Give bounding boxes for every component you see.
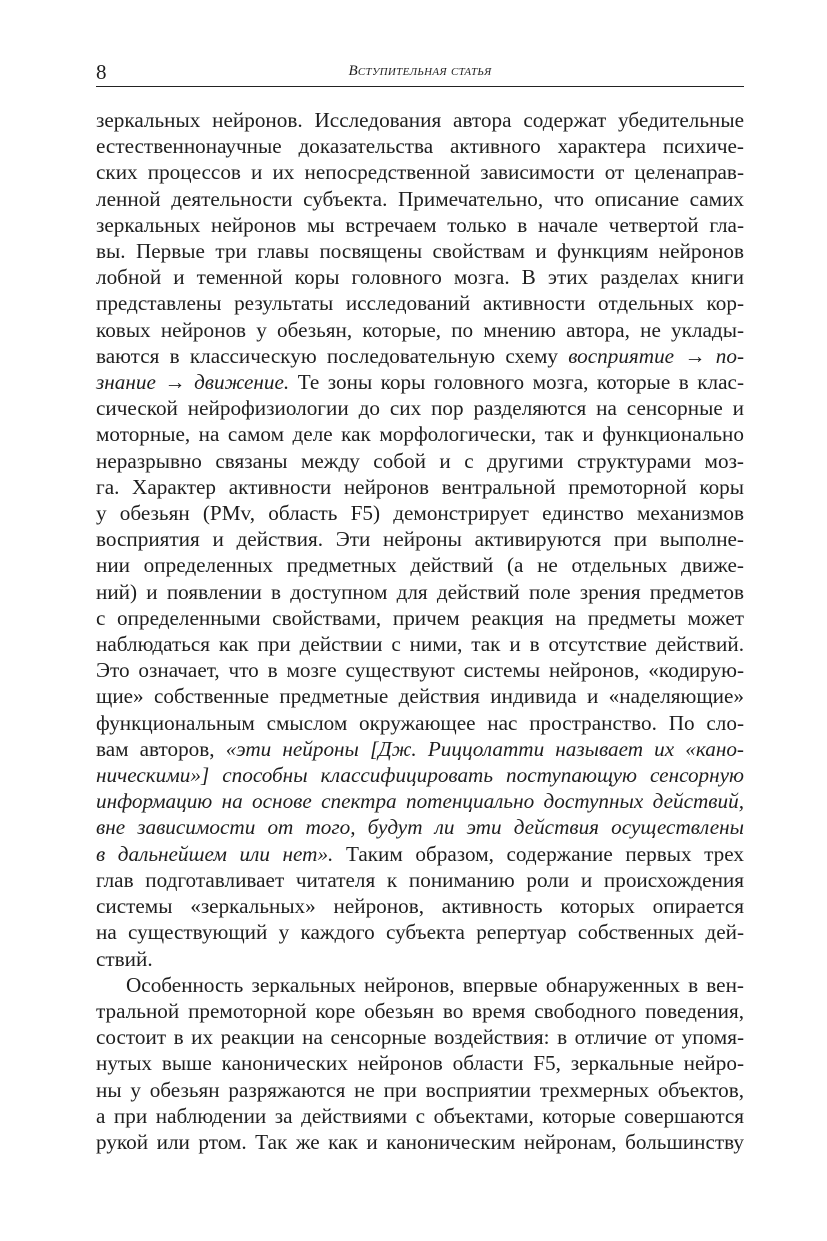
- text-line: щие» собственные предметные действия индивида и «наделяющие»: [96, 684, 744, 709]
- text-line: [96, 762, 744, 788]
- text-run: ваются в классическую последовательную схему: [96, 343, 569, 368]
- italic-run: знание → движение.: [96, 370, 290, 395]
- text-line: с определенными свойствами, причем реакция на предметы может: [96, 605, 744, 630]
- text-line: системы «зеркальных» нейронов, активность которых опирается: [96, 894, 744, 919]
- text-run: вам авторов,: [96, 736, 226, 761]
- text-line: восприятия и действия. Эти нейроны активируются при выполне-: [96, 527, 744, 552]
- text-line: а при наблюдении за действиями с объектами, которые совершаются: [96, 1103, 744, 1128]
- text-line: ний) и появлении в доступном для действий поле зрения предметов: [96, 579, 744, 604]
- italic-run: «эти нейроны [Дж. Риццолатти называет их «кано-: [225, 736, 744, 761]
- text-line: зеркальных нейронов мы встречаем только в начале четвертой гла-: [96, 212, 744, 237]
- text-line: зеркальных нейронов. Исследования автора содержат убедительные: [96, 108, 744, 132]
- running-title: Вступительная статья: [348, 63, 492, 79]
- text-line: вы. Первые три главы посвящены свойствам и функциям нейронов: [96, 239, 744, 264]
- text-run: Таким образом, содержание первых трех: [333, 841, 744, 866]
- italic-run: в дальнейшем или нет».: [96, 841, 334, 866]
- body-text: [96, 107, 744, 1155]
- text-line: представлены результаты исследований активности отдельных кор-: [96, 291, 744, 316]
- text-line: моторные, на самом деле как морфологически, так и функционально: [96, 422, 744, 447]
- text-line: [96, 369, 744, 395]
- italic-run: вне зависимости от того, будут ли эти действия осуществлены: [96, 815, 744, 840]
- page-header: [96, 58, 744, 87]
- text-line: функциональным смыслом окружающее нас пространство. По сло-: [96, 710, 744, 735]
- paragraph: [96, 107, 744, 972]
- text-line: [96, 814, 744, 840]
- text-line: га. Характер активности нейронов вентральной премоторной коры: [96, 474, 744, 499]
- text-line: [96, 736, 744, 762]
- text-line: ковых нейронов у обезьян, которые, по мнению автора, не уклады-: [96, 317, 744, 342]
- paragraph: [96, 972, 744, 1155]
- text-line: лобной и теменной коры головного мозга. В этих разделах книги: [96, 265, 744, 290]
- text-line: ны у обезьян разряжаются не при восприятии трехмерных объектов,: [96, 1077, 744, 1102]
- text-line: естественнонаучные доказательства активного характера психиче-: [96, 134, 744, 159]
- page-number: 8: [96, 60, 107, 84]
- text-line: нутых выше канонических нейронов области F5, зеркальные нейро-: [96, 1051, 744, 1076]
- text-line: [96, 841, 744, 867]
- text-line: ских процессов и их непосредственной зависимости от целенаправ-: [96, 160, 744, 185]
- text-line: глав подготавливает читателя к пониманию роли и происхождения: [96, 867, 744, 892]
- text-line: ствий.: [96, 946, 153, 971]
- text-line: Это означает, что в мозге существуют системы нейронов, «кодирую-: [96, 658, 744, 683]
- text-line: наблюдаться как при действии с ними, так и в отсутствие действий.: [96, 632, 744, 657]
- text-line: тральной премоторной коре обезьян во время свободного поведения,: [96, 998, 744, 1023]
- text-line: на существующий у каждого субъекта репертуар собственных дей-: [96, 920, 744, 945]
- text-line: ленной деятельности субъекта. Примечательно, что описание самих: [96, 186, 744, 211]
- text-line: у обезьян (PMv, область F5) демонстрирует единство механизмов: [96, 501, 744, 526]
- text-line: [96, 788, 744, 814]
- italic-run: восприятие → по-: [568, 343, 744, 368]
- text-line: сической нейрофизиологии до сих пор разделяются на сенсорные и: [96, 396, 744, 421]
- text-line: состоит в их реакции на сенсорные воздействия: в отличие от упомя-: [96, 1025, 744, 1050]
- italic-run: информацию на основе спектра потенциально доступных действий,: [96, 789, 744, 814]
- italic-run: ническими»] способны классифицировать поступающую сенсорную: [96, 763, 744, 788]
- text-line: рукой или ртом. Так же как и каноническим нейронам, большинству: [96, 1129, 744, 1154]
- text-line: нии определенных предметных действий (а не отдельных движе-: [96, 553, 744, 578]
- text-line: [96, 343, 744, 369]
- text-run: Те зоны коры головного мозга, которые в клас-: [289, 370, 744, 395]
- text-line: Особенность зеркальных нейронов, впервые обнаруженных в вен-: [126, 972, 744, 997]
- text-line: неразрывно связаны между собой и с другими структурами моз-: [96, 448, 744, 473]
